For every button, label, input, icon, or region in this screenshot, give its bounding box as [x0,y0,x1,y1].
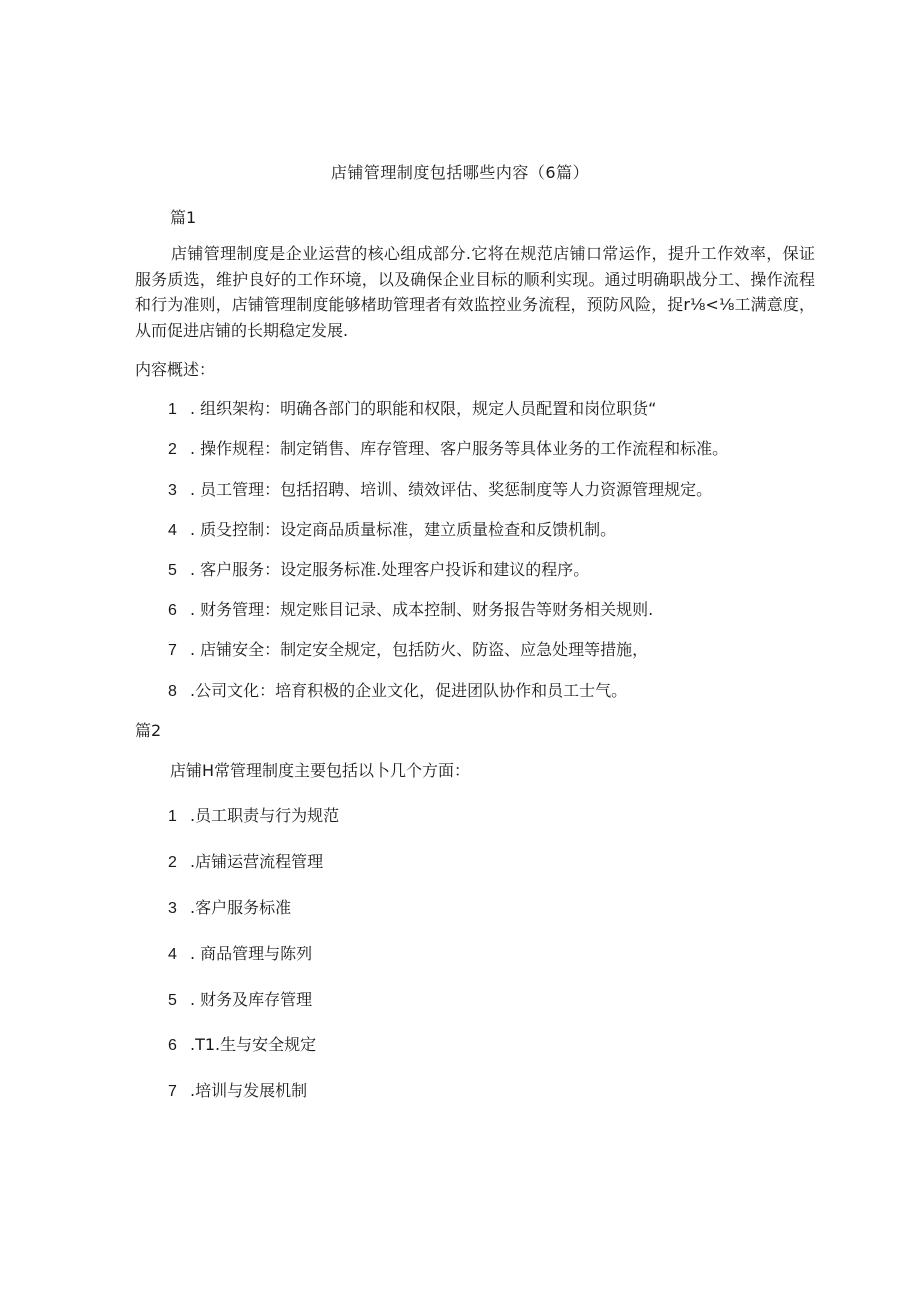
part2-intro: 店铺H常管理制度主要包括以卜几个方面： [170,761,471,780]
list-item-text: .店铺运营流程管理 [190,852,324,871]
list-item-number: 3 [168,482,177,499]
list-item-text: . 商品管理与陈列 [190,944,313,963]
list-item-text: . 组织架构：明确各部门的职能和权限，规定人员配置和岗位职货“ [190,399,657,418]
list-item-text: . 质殳控制：设定商品质量标准，建立质量检查和反馈机制。 [190,520,617,539]
list-item-number: 7 [168,1083,177,1100]
part2-list-item [168,987,312,1010]
list-item-text: . 员工管理：包括招聘、培训、绩效评估、奖惩制度等人力资源管理规定。 [190,480,713,499]
list-item-text: . 操作规程：制定销售、库存管理、客户服务等具体业务的工作流程和标准。 [190,439,729,458]
list-item-text: . 店铺安全：制定安全规定，包括防火、防盗、应急处理等措施， [190,640,649,659]
list-item-text: .培训与发展机制 [190,1081,308,1100]
part2-list-item [168,895,291,918]
document-title: 店铺管理制度包括哪些内容（6篇） [330,163,590,182]
part1-list-item [168,436,728,459]
list-item-number: 5 [168,992,177,1009]
part2-list-item [168,803,339,826]
list-item-number: 6 [168,1037,177,1054]
list-item-number: 7 [168,642,177,659]
list-item-text: . 财务及库存管理 [190,990,313,1009]
list-item-number: 8 [168,683,177,700]
part1-list-item [168,557,589,580]
list-item-text: .T1.生与安全规定 [190,1035,317,1054]
list-item-number: 6 [168,602,177,619]
part2-list-item [168,1032,316,1055]
list-item-number: 5 [168,562,177,579]
section-heading-part2: 篇2 [135,721,162,740]
list-item-text: . 财务管理：规定账目记录、成本控制、财务报告等财务相关规则. [190,600,654,619]
list-item-text: .员工职责与行为规范 [190,806,340,825]
part1-list-item [168,517,616,540]
part1-list-item [168,637,648,660]
list-item-number: 4 [168,946,177,963]
part1-intro-paragraph: 店铺管理制度是企业运营的核心组成部分.它将在规范店铺口常运作，提升工作效率，保证服务质选，维护良好的工作环境，以及确保企业目标的顺利实现。通过明确职战分工、操作流程和行为准则，店铺管理制度能够楮助管理者有效监控业务流程，预防风险，捉r⅛<⅛工满意度，从而促进店铺的长期稳定发展. [135,244,815,340]
list-item-text: .公司文化：培育积极的企业文化，促进团队协作和员工士气。 [190,681,628,700]
list-item-text: .客户服务标准 [190,898,292,917]
section-heading-part1: 篇1 [170,208,197,227]
list-item-text: . 客户服务：设定服务标准.处理客户投诉和建议的程序。 [190,560,590,579]
list-item-number: 2 [168,441,177,458]
part1-list-item [168,678,627,701]
list-item-number: 4 [168,522,177,539]
part2-list-item [168,1078,307,1101]
part2-list-item [168,849,323,872]
list-item-number: 1 [168,808,177,825]
part2-list-item [168,941,312,964]
list-item-number: 2 [168,854,177,871]
overview-label: 内容概述： [135,360,216,379]
part1-list-item [168,597,653,620]
part1-list-item [168,477,712,500]
list-item-number: 3 [168,900,177,917]
part1-list-item [168,396,656,419]
list-item-number: 1 [168,401,177,418]
